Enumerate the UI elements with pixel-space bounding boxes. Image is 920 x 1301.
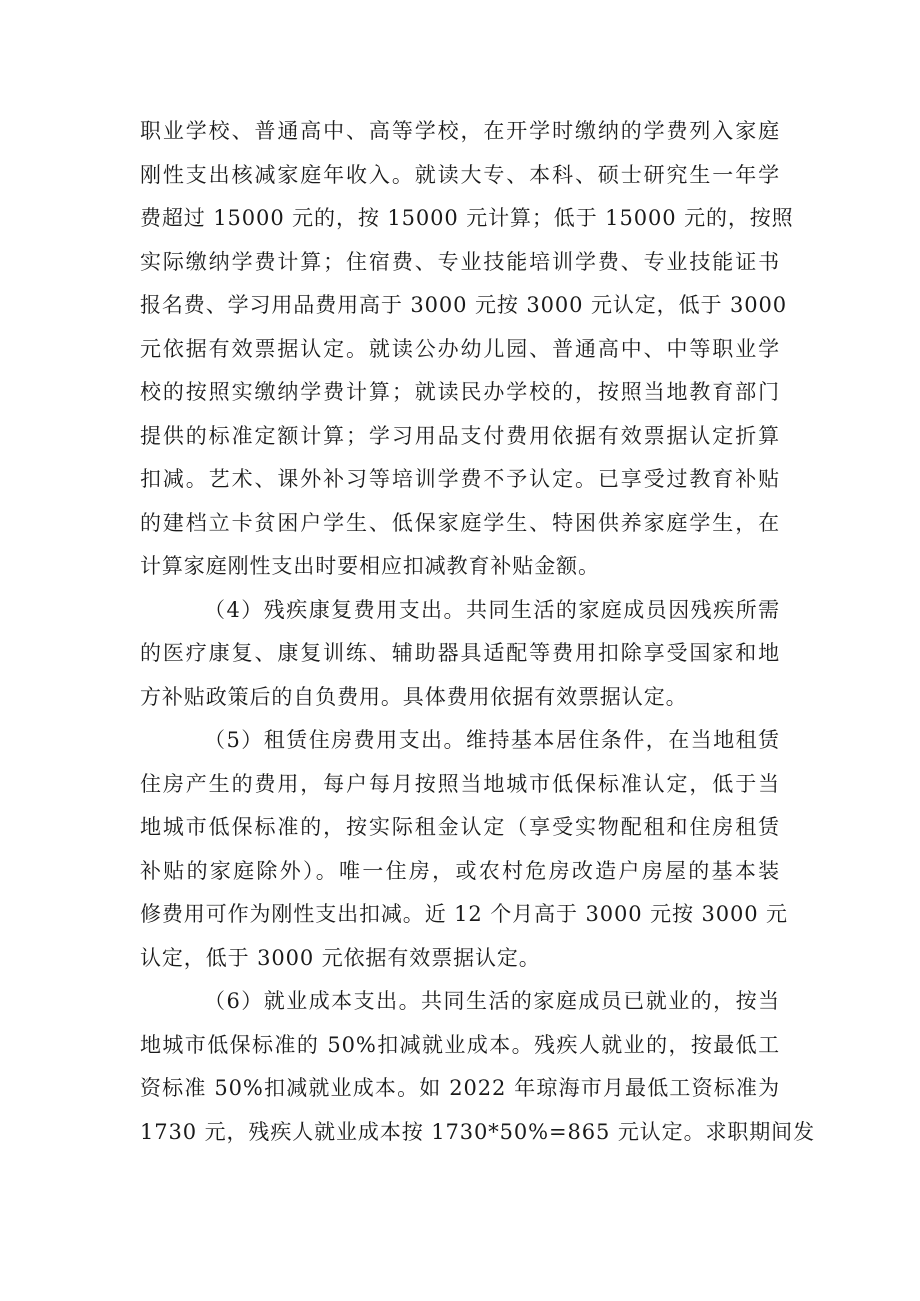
text-line: 扣减。艺术、课外补习等培训学费不予认定。已享受过教育补贴 [140, 467, 780, 491]
text-line: 地城市低保标准的 50%扣减就业成本。残疾人就业的，按最低工 [140, 1032, 780, 1057]
paragraph-employment-cost [140, 980, 815, 1154]
paragraph-disability-rehab [140, 589, 780, 720]
text-line: 认定，低于 3000 元依据有效票据认定。 [140, 945, 541, 970]
text-line: 方补贴政策后的自负费用。具体费用依据有效票据认定。 [140, 684, 688, 709]
text-line: 元依据有效票据认定。就读公办幼儿园、普通高中、中等职业学 [140, 336, 780, 361]
text-line: 提供的标准定额计算；学习用品支付费用依据有效票据认定折算 [140, 423, 780, 448]
text-line: （4）残疾康复费用支出。共同生活的家庭成员因残疾所需 [204, 597, 780, 622]
text-line: 校的按照实缴纳学费计算；就读民办学校的，按照当地教育部门 [140, 380, 780, 404]
text-line: 地城市低保标准的，按实际租金认定（享受实物配租和住房租赁 [140, 815, 780, 839]
text-line: 住房产生的费用，每户每月按照当地城市低保标准认定，低于当 [140, 771, 780, 796]
text-line: （6）就业成本支出。共同生活的家庭成员已就业的，按当 [204, 989, 780, 1013]
text-line: 的医疗康复、康复训练、辅助器具适配等费用扣除享受国家和地 [140, 641, 780, 665]
text-line: 报名费、学习用品费用高于 3000 元按 3000 元认定，低于 3000 [140, 293, 788, 317]
text-line: 费超过 15000 元的，按 15000 元计算；低于 15000 元的，按照 [140, 206, 794, 230]
document-body [140, 110, 815, 1154]
paragraph-rental-housing [140, 719, 788, 980]
text-line: 实际缴纳学费计算；住宿费、专业技能培训学费、专业技能证书 [140, 249, 780, 274]
text-line: 职业学校、普通高中、高等学校，在开学时缴纳的学费列入家庭 [140, 119, 780, 143]
text-line: 补贴的家庭除外）。唯一住房，或农村危房改造户房屋的基本装 [140, 858, 780, 883]
text-line: 的建档立卡贫困户学生、低保家庭学生、特困供养家庭学生，在 [140, 510, 780, 535]
text-line: 刚性支出核减家庭年收入。就读大专、本科、硕士研究生一年学 [140, 162, 780, 187]
text-line: 资标准 50%扣减就业成本。如 2022 年琼海市月最低工资标准为 [140, 1076, 780, 1100]
text-line: 计算家庭刚性支出时要相应扣减教育补贴金额。 [140, 554, 600, 578]
text-line: 1730 元，残疾人就业成本按 1730*50%=865 元认定。求职期间发 [140, 1119, 815, 1144]
text-line: （5）租赁住房费用支出。维持基本居住条件，在当地租赁 [204, 728, 780, 752]
text-line: 修费用可作为刚性支出扣减。近 12 个月高于 3000 元按 3000 元 [140, 902, 788, 926]
paragraph-education-expense [140, 110, 794, 589]
